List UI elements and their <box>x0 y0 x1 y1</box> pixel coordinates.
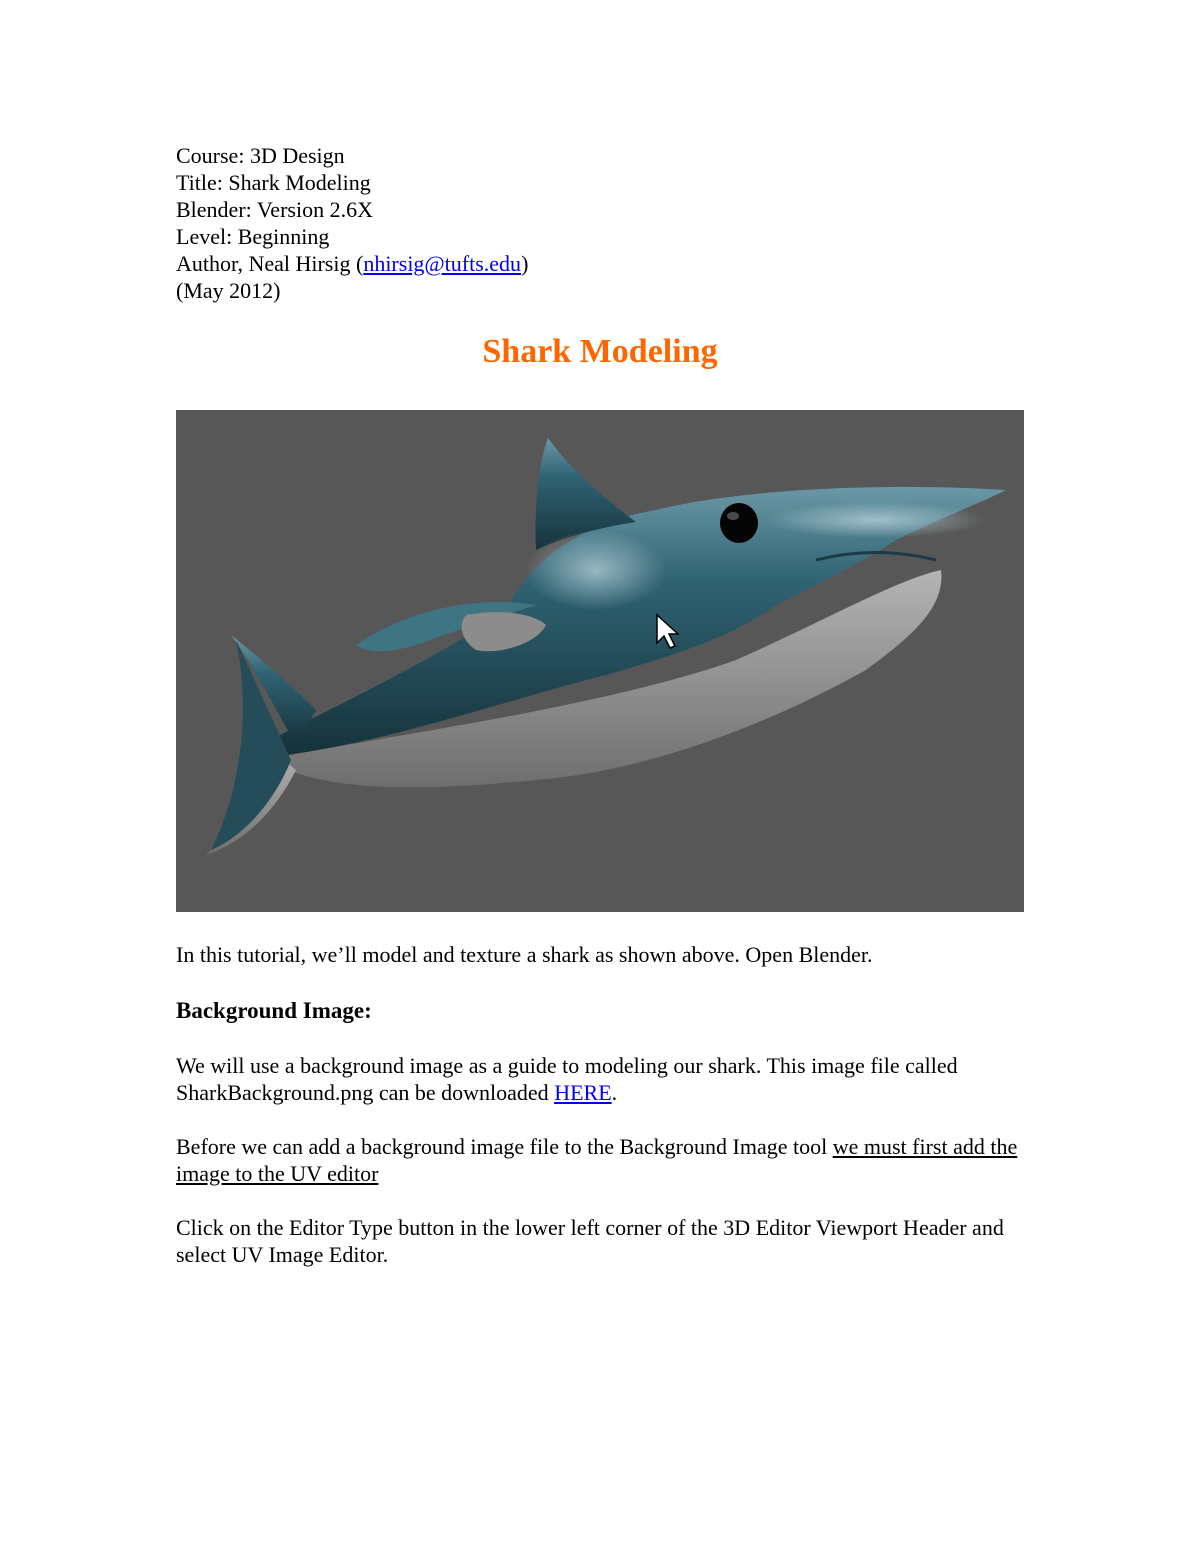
paragraph-text: Before we can add a background image file to the Background Image tool <box>176 1134 833 1159</box>
author-line <box>176 250 528 277</box>
shark-illustration <box>176 410 1024 912</box>
paragraph-text: We will use a background image as a guide to modeling our shark. This image file called SharkBackground.png can be downloaded <box>176 1053 958 1105</box>
underlined-instruction: we must first add the image to the UV editor <box>176 1134 1018 1186</box>
shark-eye <box>720 503 758 543</box>
paragraph-end: . <box>611 1080 618 1105</box>
background-image-paragraph <box>176 1052 1036 1106</box>
uv-editor-paragraph <box>176 1133 1036 1187</box>
editor-type-paragraph: Click on the Editor Type button in the lower left corner of the 3D Editor Viewport Header and select UV Image Editor. <box>176 1215 1004 1267</box>
section-heading: Background Image: <box>176 998 372 1023</box>
download-link[interactable]: HERE <box>554 1080 612 1105</box>
course-line: Course: 3D Design <box>176 143 345 168</box>
author-suffix: ) <box>521 251 529 276</box>
author-prefix: Author, Neal Hirsig ( <box>176 251 364 276</box>
shark-render-image <box>176 410 1024 912</box>
title-line: Title: Shark Modeling <box>176 170 371 195</box>
page-title: Shark Modeling <box>482 333 718 370</box>
document-metadata <box>176 142 528 304</box>
date-line: (May 2012) <box>176 278 281 303</box>
shark-body-highlight <box>526 530 666 610</box>
shark-eye-highlight <box>727 512 739 520</box>
shark-snout-highlight <box>766 502 986 538</box>
blender-version-line: Blender: Version 2.6X <box>176 197 373 222</box>
author-email-link[interactable]: nhirsig@tufts.edu <box>363 251 522 276</box>
level-line: Level: Beginning <box>176 224 330 249</box>
intro-paragraph: In this tutorial, we’ll model and texture a shark as shown above. Open Blender. <box>176 942 873 967</box>
